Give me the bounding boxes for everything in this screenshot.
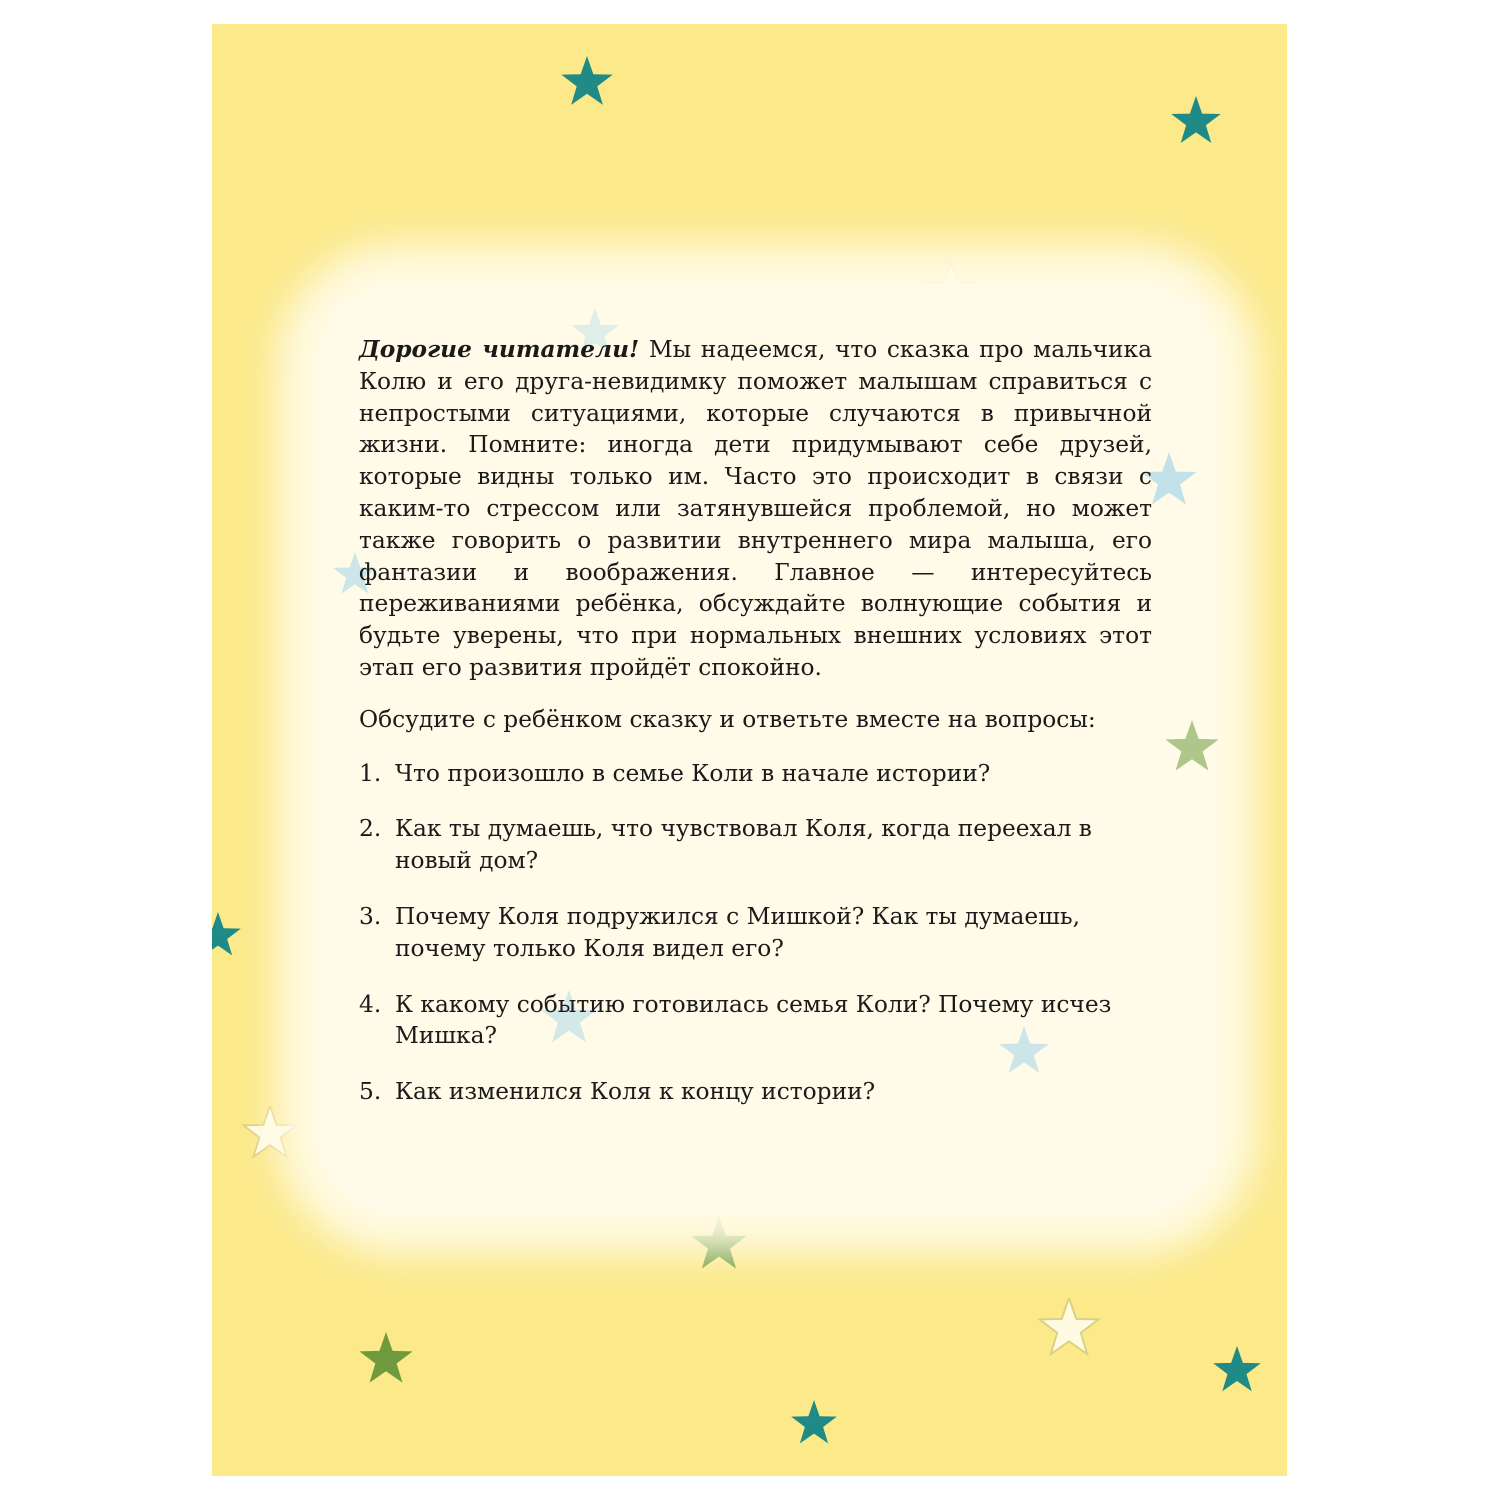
intro-paragraph [359, 334, 1152, 684]
book-page [212, 24, 1287, 1476]
question-text: Как ты думаешь, что чувствовал Коля, когда переехал в новый дом? [395, 815, 1092, 875]
question-text: Что произошло в семье Коли в начале истории? [395, 759, 991, 787]
star-icon [690, 1216, 748, 1274]
question-number: 4. [359, 990, 382, 1018]
list-item [359, 1076, 1152, 1108]
star-icon [1170, 96, 1222, 148]
star-icon [1212, 1346, 1262, 1396]
list-item [359, 989, 1152, 1053]
star-icon [212, 912, 242, 960]
star-icon [560, 56, 614, 110]
star-icon [1164, 720, 1220, 776]
text-block [359, 334, 1152, 1132]
star-icon [1038, 1298, 1100, 1360]
questions-list [359, 758, 1152, 1108]
questions-prompt: Обсудите с ребёнком сказку и ответьте вместе на вопросы: [359, 705, 1096, 733]
question-number: 1. [359, 759, 382, 787]
greeting: Дорогие читатели! [359, 336, 640, 363]
star-icon [790, 1400, 838, 1448]
star-icon [358, 1332, 414, 1388]
intro-body: Мы надеемся, что сказка про мальчика Колю и его друга-невидимку поможет малышам справиться с непростыми ситуациями, которые случаются в привычной жизни. Помните: иногда дети придумывают себе друзей, которые видны только им. Часто это происходит в связи с каким-то стрессом или затянувшейся проблемой, но может также говорить о развитии внутреннего мира малыша, его фантазии и воображения. Главное — интересуйтесь переживаниями ребёнка, обсуждайте волнующие события и будьте уверены, что при нормальных внешних условиях этот этап его развития пройдёт спокойно. [359, 336, 1152, 681]
question-number: 2. [359, 815, 382, 843]
question-text: Как изменился Коля к концу истории? [395, 1078, 876, 1106]
question-text: Почему Коля подружился с Мишкой? Как ты думаешь, почему только Коля видел его? [395, 902, 1080, 962]
list-item [359, 813, 1152, 877]
list-item [359, 758, 1152, 790]
question-number: 3. [359, 902, 382, 930]
list-item [359, 901, 1152, 965]
question-number: 5. [359, 1078, 382, 1106]
question-text: К какому событию готовилась семья Коли? Почему исчез Мишка? [395, 990, 1112, 1050]
star-icon [242, 1106, 298, 1162]
